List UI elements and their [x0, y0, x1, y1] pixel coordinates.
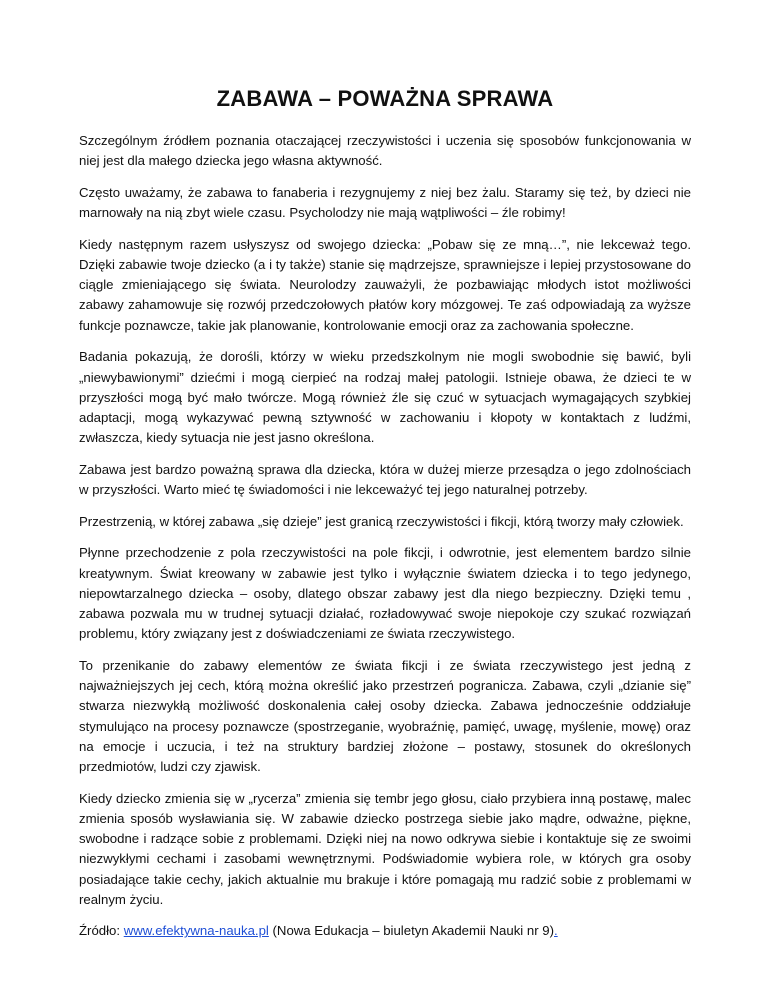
paragraph-7: Płynne przechodzenie z pola rzeczywistości na pole fikcji, i odwrotnie, jest elementem bardzo silnie kreatywnym. Świat kreowany w zabawie jest tylko i wyłącznie światem dziecka i to tego jedynego, niepowtarzalnego dziecka – osoby, dlatego obszar zabawy jest dla niego bezpieczny. Dzięki temu , zabawa pozwala mu w trudnej sytuacji działać, rozładowywać swoje niepokoje czy szukać rozwiązań problemu, który związany jest z doświadczeniami ze świata rzeczywistego. [79, 545, 691, 642]
paragraph-4: Badania pokazują, że dorośli, którzy w wieku przedszkolnym nie mogli swobodnie się bawić, byli „niewybawionymi” dziećmi i mogą cierpieć na rodzaj małej patologii. Istnieje obawa, że dzieci te w przyszłości mogą być mało twórcze. Mogą również źle się czuć w sytuacjach wymagających szybkiej adaptacji, mogą wykazywać pewną sztywność w zachowaniu i kłopoty w kontaktach z ludźmi, zwłaszcza, kiedy sytuacja nie jest jasno określona. [79, 349, 691, 446]
document-page [79, 84, 691, 953]
source-trailing-link[interactable]: . [554, 923, 558, 939]
document-title: ZABAWA – POWAŻNA SPRAWA [216, 86, 554, 111]
paragraph-3: Kiedy następnym razem usłyszysz od swojego dziecka: „Pobaw się ze mną…”, nie lekceważ tego. Dzięki zabawie twoje dziecko (a i ty także) stanie się mądrzejsze, sprawniejsze i lepiej przystosowane do ciągle zmieniającego się świata. Neurolodzy zauważyli, że pozbawiając młodych istot możliwości zabawy zahamowuje się rozwój przedczołowych płatów kory mózgowej. Te zaś odpowiadają za wyższe funkcje poznawcze, takie jak planowanie, kontrolowanie emocji oraz za zachowania społeczne. [79, 236, 691, 333]
paragraph-1: Szczególnym źródłem poznania otaczającej rzeczywistości i uczenia się sposobów funkcjonowania w niej jest dla małego dziecka jego własna aktywność. [79, 133, 691, 169]
source-line [79, 921, 691, 941]
paragraph-9: Kiedy dziecko zmienia się w „rycerza” zmienia się tembr jego głosu, ciało przybiera inną postawę, malec zmienia sposób wysławiania się. W zabawie dziecko postrzega siebie jako mądre, odważne, piękne, swobodne i radzące sobie z problemami. Dzięki niej na nowo odkrywa siebie i kontaktuje się ze swoimi niezwykłymi cechami i zasobami wewnętrznymi. Podświadomie wybiera role, w których gra osoby posiadające takie cechy, jakich aktualnie mu brakuje i które pomagają mu radzić sobie z problemami w realnym życiu. [79, 790, 691, 907]
paragraph-6: Przestrzenią, w której zabawa „się dzieje” jest granicą rzeczywistości i fikcji, którą tworzy mały człowiek. [79, 513, 684, 529]
paragraph-2: Często uważamy, że zabawa to fanaberia i rezygnujemy z niej bez żalu. Staramy się też, by dzieci nie marnowały na nią zbyt wiele czasu. Psycholodzy nie mają wątpliwości – źle robimy! [79, 184, 691, 221]
source-link[interactable]: www.efektywna-nauka.pl [123, 923, 269, 939]
source-prefix: Źródło: [79, 923, 124, 939]
source-suffix: (Nowa Edukacja – biuletyn Akademii Nauki nr 9) [268, 923, 554, 939]
paragraph-8: To przenikanie do zabawy elementów ze świata fikcji i ze świata rzeczywistego jest jedną z najważniejszych jej cech, którą można określić jako przestrzeń pogranicza. Zabawa, czyli „dzianie się” stwarza niezwykłą możliwość doskonalenia całej osoby dziecka. Zabawa jednocześnie oddziałuje stymulująco na procesy poznawcze (spostrzeganie, wyobraźnię, pamięć, uwagę, myślenie, mowę) oraz na emocje i uczucia, i też na struktury bardziej złożone – postawy, stosunek do określonych przedmiotów, ludzi czy zjawisk. [79, 657, 691, 774]
paragraph-5: Zabawa jest bardzo poważną sprawa dla dziecka, która w dużej mierze przesądza o jego zdolnościach w przyszłości. Warto mieć tę świadomości i nie lekceważyć tej jego naturalnej potrzeby. [79, 461, 691, 498]
